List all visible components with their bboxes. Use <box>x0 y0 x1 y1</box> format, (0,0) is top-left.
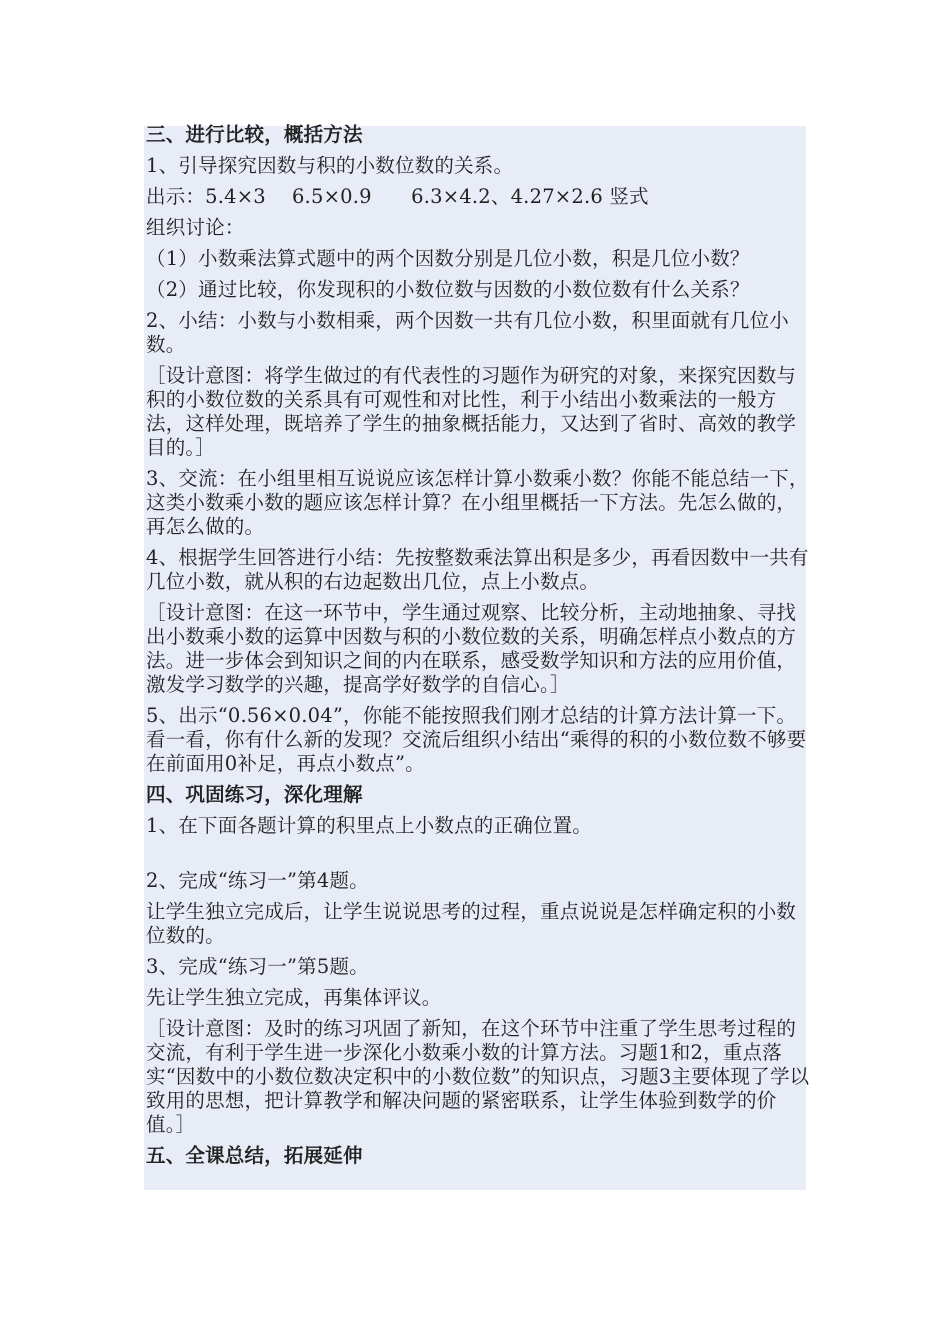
paragraph: 3、完成“练习一”第5题。 <box>146 955 369 978</box>
paragraph: （2）通过比较，你发现积的小数位数与因数的小数位数有什么关系？ <box>146 278 750 301</box>
paragraph: 2、完成“练习一”第4题。 <box>146 869 369 892</box>
design-intent-note: ［设计意图：及时的练习巩固了新知，在这个环节中注重了学生思考过程的交流，有利于学生进一步深化小数乘小数的计算方法。习题1和2，重点落实“因数中的小数位数决定积中的小数位数”的知识点，习题3主要体现了学以致用的思想，把计算教学和解决问题的紧密联系，让学生体验到数学的价值。］ <box>146 1017 810 1136</box>
paragraph: 1、引导探究因数与积的小数位数的关系。 <box>146 154 514 177</box>
paragraph: 组织讨论： <box>146 216 245 239</box>
section-heading-3: 三、进行比较，概括方法 <box>146 123 363 146</box>
section-heading-5: 五、全课总结，拓展延伸 <box>146 1144 363 1167</box>
document-body <box>146 123 814 1175</box>
paragraph: 先让学生独立完成，再集体评议。 <box>146 986 442 1009</box>
paragraph: （1）小数乘法算式题中的两个因数分别是几位小数，积是几位小数？ <box>146 247 750 270</box>
design-intent-note: ［设计意图：将学生做过的有代表性的习题作为研究的对象，来探究因数与积的小数位数的关系具有可观性和对比性，利于小结出小数乘法的一般方法，这样处理，既培养了学生的抽象概括能力，又达到了省时、高效的教学目的。］ <box>146 364 797 459</box>
paragraph: 5、出示“0.56×0.04”，你能不能按照我们刚才总结的计算方法计算一下。看一看，你有什么新的发现？交流后组织小结出“乘得的积的小数位数不够要在前面用0补足，再点小数点”。 <box>146 704 807 775</box>
paragraph: 让学生独立完成后，让学生说说思考的过程，重点说说是怎样确定积的小数位数的。 <box>146 900 797 947</box>
blank-space <box>146 845 814 869</box>
paragraph: 4、根据学生回答进行小结：先按整数乘法算出积是多少，再看因数中一共有几位小数，就从积的右边起数出几位，点上小数点。 <box>146 546 809 593</box>
paragraph: 1、在下面各题计算的积里点上小数点的正确位置。 <box>146 814 593 837</box>
design-intent-note: ［设计意图：在这一环节中，学生通过观察、比较分析，主动地抽象、寻找出小数乘小数的运算中因数与积的小数位数的关系，明确怎样点小数点的方法。进一步体会到知识之间的内在联系，感受数学知识和方法的应用价值，激发学习数学的兴趣，提高学好数学的自信心。］ <box>146 601 797 696</box>
paragraph: 3、交流：在小组里相互说说应该怎样计算小数乘小数？你能不能总结一下，这类小数乘小数的题应该怎样计算？在小组里概括一下方法。先怎么做的，再怎么做的。 <box>146 467 809 538</box>
paragraph: 2、小结：小数与小数相乘，两个因数一共有几位小数，积里面就有几位小数。 <box>146 309 790 356</box>
section-heading-4: 四、巩固练习，深化理解 <box>146 783 363 806</box>
paragraph: 出示：5.4×3 6.5×0.9 6.3×4.2、4.27×2.6 竖式 <box>146 185 649 208</box>
